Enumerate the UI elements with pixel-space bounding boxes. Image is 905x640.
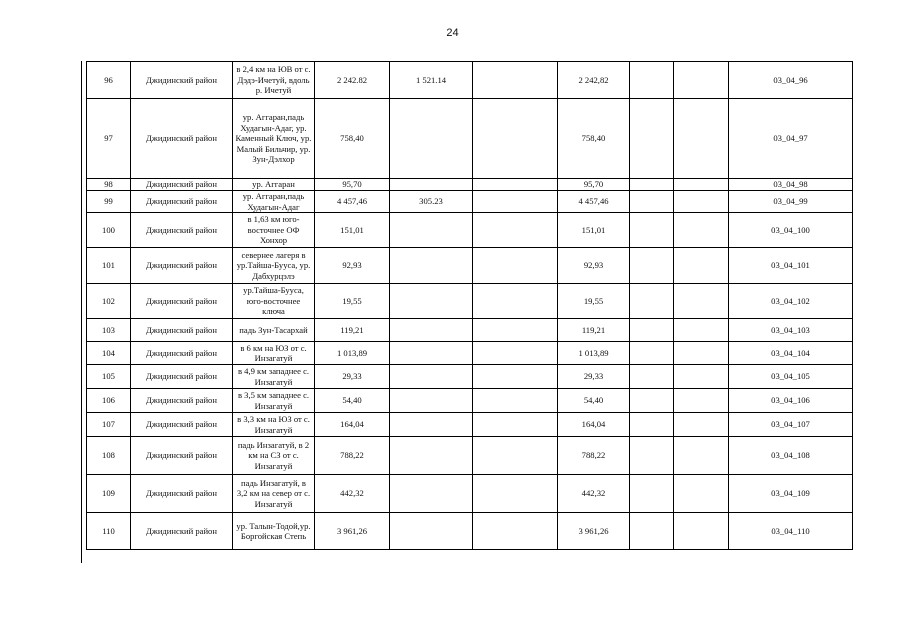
- table-row: [87, 191, 853, 213]
- object-code-cell: 03_04_110: [729, 513, 853, 550]
- area-cell: 95,70: [315, 179, 390, 191]
- total-area-cell: 2 242,82: [558, 62, 630, 99]
- secondary-area-cell: [390, 413, 473, 437]
- area-cell: 2 242.82: [315, 62, 390, 99]
- secondary-area-cell: [390, 319, 473, 342]
- location-cell: ур. Аггаран,падь Худагын-Адаг, ур. Каменный Ключ, ур. Малый Бильчир, ур. Зун-Дэлхор: [233, 99, 315, 179]
- area-cell: 164,04: [315, 413, 390, 437]
- table-row: [87, 62, 853, 99]
- location-cell: в 1,63 км юго-восточнее ОФ Хонхор: [233, 213, 315, 248]
- table-row: [87, 284, 853, 319]
- object-code-cell: 03_04_101: [729, 248, 853, 284]
- total-area-cell: 1 013,89: [558, 342, 630, 365]
- district-cell: Джидинский район: [131, 319, 233, 342]
- location-cell: ур. Аггаран: [233, 179, 315, 191]
- empty-cell: [674, 389, 729, 413]
- empty-cell: [674, 62, 729, 99]
- district-cell: Джидинский район: [131, 513, 233, 550]
- empty-cell: [473, 179, 558, 191]
- table-row: [87, 179, 853, 191]
- area-cell: 788,22: [315, 437, 390, 475]
- total-area-cell: 119,21: [558, 319, 630, 342]
- location-cell: севернее лагеря в ур.Тайша-Бууса, ур. Дабхурцэлэ: [233, 248, 315, 284]
- secondary-area-cell: [390, 342, 473, 365]
- area-cell: 4 457,46: [315, 191, 390, 213]
- total-area-cell: 54,40: [558, 389, 630, 413]
- area-cell: 1 013,89: [315, 342, 390, 365]
- total-area-cell: 164,04: [558, 413, 630, 437]
- table-row: [87, 319, 853, 342]
- district-cell: Джидинский район: [131, 248, 233, 284]
- location-cell: ур. Аггаран,падь Худагын-Адаг: [233, 191, 315, 213]
- total-area-cell: 788,22: [558, 437, 630, 475]
- district-cell: Джидинский район: [131, 365, 233, 389]
- total-area-cell: 442,32: [558, 475, 630, 513]
- empty-cell: [473, 62, 558, 99]
- secondary-area-cell: [390, 365, 473, 389]
- empty-cell: [674, 248, 729, 284]
- empty-cell: [473, 365, 558, 389]
- table-row: [87, 342, 853, 365]
- secondary-area-cell: [390, 179, 473, 191]
- area-cell: 442,32: [315, 475, 390, 513]
- total-area-cell: 95,70: [558, 179, 630, 191]
- empty-cell: [630, 179, 674, 191]
- location-cell: в 4,9 км западнее с. Инзагатуй: [233, 365, 315, 389]
- row-number: 102: [87, 284, 131, 319]
- total-area-cell: 92,93: [558, 248, 630, 284]
- object-code-cell: 03_04_106: [729, 389, 853, 413]
- empty-cell: [674, 475, 729, 513]
- empty-cell: [630, 319, 674, 342]
- empty-cell: [473, 191, 558, 213]
- district-cell: Джидинский район: [131, 413, 233, 437]
- table-row: [87, 213, 853, 248]
- empty-cell: [630, 437, 674, 475]
- district-cell: Джидинский район: [131, 179, 233, 191]
- secondary-area-cell: [390, 213, 473, 248]
- left-margin-rule: [81, 61, 82, 563]
- empty-cell: [630, 62, 674, 99]
- row-number: 104: [87, 342, 131, 365]
- empty-cell: [674, 191, 729, 213]
- secondary-area-cell: [390, 513, 473, 550]
- location-cell: ур. Талын-Тодой,ур. Боргойская Степь: [233, 513, 315, 550]
- object-code-cell: 03_04_109: [729, 475, 853, 513]
- empty-cell: [630, 191, 674, 213]
- row-number: 106: [87, 389, 131, 413]
- empty-cell: [473, 513, 558, 550]
- district-cell: Джидинский район: [131, 213, 233, 248]
- table-row: [87, 513, 853, 550]
- row-number: 105: [87, 365, 131, 389]
- empty-cell: [630, 513, 674, 550]
- table-row: [87, 389, 853, 413]
- area-cell: 19,55: [315, 284, 390, 319]
- empty-cell: [630, 413, 674, 437]
- table-row: [87, 365, 853, 389]
- object-code-cell: 03_04_102: [729, 284, 853, 319]
- empty-cell: [473, 284, 558, 319]
- empty-cell: [473, 248, 558, 284]
- secondary-area-cell: [390, 475, 473, 513]
- area-cell: 54,40: [315, 389, 390, 413]
- row-number: 98: [87, 179, 131, 191]
- location-cell: в 6 км на ЮЗ от с. Инзагатуй: [233, 342, 315, 365]
- object-code-cell: 03_04_105: [729, 365, 853, 389]
- district-cell: Джидинский район: [131, 389, 233, 413]
- location-cell: падь Инзагатуй, в 2 км на СЗ от с. Инзагатуй: [233, 437, 315, 475]
- empty-cell: [473, 437, 558, 475]
- location-cell: падь Инзагатуй, в 3,2 км на север от с. Инзагатуй: [233, 475, 315, 513]
- object-code-cell: 03_04_103: [729, 319, 853, 342]
- empty-cell: [630, 99, 674, 179]
- district-cell: Джидинский район: [131, 62, 233, 99]
- total-area-cell: 3 961,26: [558, 513, 630, 550]
- row-number: 107: [87, 413, 131, 437]
- table-row: [87, 413, 853, 437]
- area-cell: 3 961,26: [315, 513, 390, 550]
- object-code-cell: 03_04_97: [729, 99, 853, 179]
- location-cell: в 3,3 км на ЮЗ от с. Инзагатуй: [233, 413, 315, 437]
- row-number: 97: [87, 99, 131, 179]
- empty-cell: [674, 513, 729, 550]
- empty-cell: [630, 475, 674, 513]
- row-number: 109: [87, 475, 131, 513]
- area-cell: 758,40: [315, 99, 390, 179]
- location-cell: в 2,4 км на ЮВ от с. Дэдэ-Ичетуй, вдоль р. Ичетуй: [233, 62, 315, 99]
- empty-cell: [473, 475, 558, 513]
- object-code-cell: 03_04_99: [729, 191, 853, 213]
- table-row: [87, 437, 853, 475]
- district-cell: Джидинский район: [131, 437, 233, 475]
- empty-cell: [674, 365, 729, 389]
- row-number: 96: [87, 62, 131, 99]
- row-number: 101: [87, 248, 131, 284]
- object-code-cell: 03_04_104: [729, 342, 853, 365]
- secondary-area-cell: [390, 248, 473, 284]
- table-row: [87, 475, 853, 513]
- empty-cell: [674, 437, 729, 475]
- total-area-cell: 758,40: [558, 99, 630, 179]
- secondary-area-cell: [390, 99, 473, 179]
- object-code-cell: 03_04_98: [729, 179, 853, 191]
- location-cell: в 3,5 км западнее с. Инзагатуй: [233, 389, 315, 413]
- empty-cell: [674, 213, 729, 248]
- empty-cell: [674, 179, 729, 191]
- secondary-area-cell: [390, 389, 473, 413]
- row-number: 100: [87, 213, 131, 248]
- empty-cell: [630, 213, 674, 248]
- table-body: [87, 62, 853, 550]
- secondary-area-cell: 305.23: [390, 191, 473, 213]
- page-number: 24: [446, 27, 459, 39]
- district-cell: Джидинский район: [131, 284, 233, 319]
- row-number: 108: [87, 437, 131, 475]
- empty-cell: [473, 389, 558, 413]
- object-code-cell: 03_04_96: [729, 62, 853, 99]
- secondary-area-cell: 1 521.14: [390, 62, 473, 99]
- area-cell: 151,01: [315, 213, 390, 248]
- location-cell: падь Зун-Тасархай: [233, 319, 315, 342]
- empty-cell: [674, 99, 729, 179]
- row-number: 99: [87, 191, 131, 213]
- district-cell: Джидинский район: [131, 191, 233, 213]
- total-area-cell: 151,01: [558, 213, 630, 248]
- object-code-cell: 03_04_107: [729, 413, 853, 437]
- district-cell: Джидинский район: [131, 342, 233, 365]
- row-number: 103: [87, 319, 131, 342]
- table-row: [87, 248, 853, 284]
- table-row: [87, 99, 853, 179]
- registry-table: [86, 61, 853, 550]
- location-cell: ур.Тайша-Бууса, юго-восточнее ключа: [233, 284, 315, 319]
- district-cell: Джидинский район: [131, 475, 233, 513]
- empty-cell: [630, 284, 674, 319]
- secondary-area-cell: [390, 437, 473, 475]
- object-code-cell: 03_04_100: [729, 213, 853, 248]
- empty-cell: [630, 389, 674, 413]
- total-area-cell: 19,55: [558, 284, 630, 319]
- empty-cell: [630, 365, 674, 389]
- district-cell: Джидинский район: [131, 99, 233, 179]
- empty-cell: [630, 248, 674, 284]
- area-cell: 92,93: [315, 248, 390, 284]
- secondary-area-cell: [390, 284, 473, 319]
- empty-cell: [674, 319, 729, 342]
- total-area-cell: 4 457,46: [558, 191, 630, 213]
- empty-cell: [473, 99, 558, 179]
- empty-cell: [674, 413, 729, 437]
- empty-cell: [473, 413, 558, 437]
- total-area-cell: 29,33: [558, 365, 630, 389]
- empty-cell: [674, 284, 729, 319]
- empty-cell: [630, 342, 674, 365]
- empty-cell: [473, 342, 558, 365]
- area-cell: 29,33: [315, 365, 390, 389]
- row-number: 110: [87, 513, 131, 550]
- empty-cell: [674, 342, 729, 365]
- empty-cell: [473, 319, 558, 342]
- empty-cell: [473, 213, 558, 248]
- area-cell: 119,21: [315, 319, 390, 342]
- object-code-cell: 03_04_108: [729, 437, 853, 475]
